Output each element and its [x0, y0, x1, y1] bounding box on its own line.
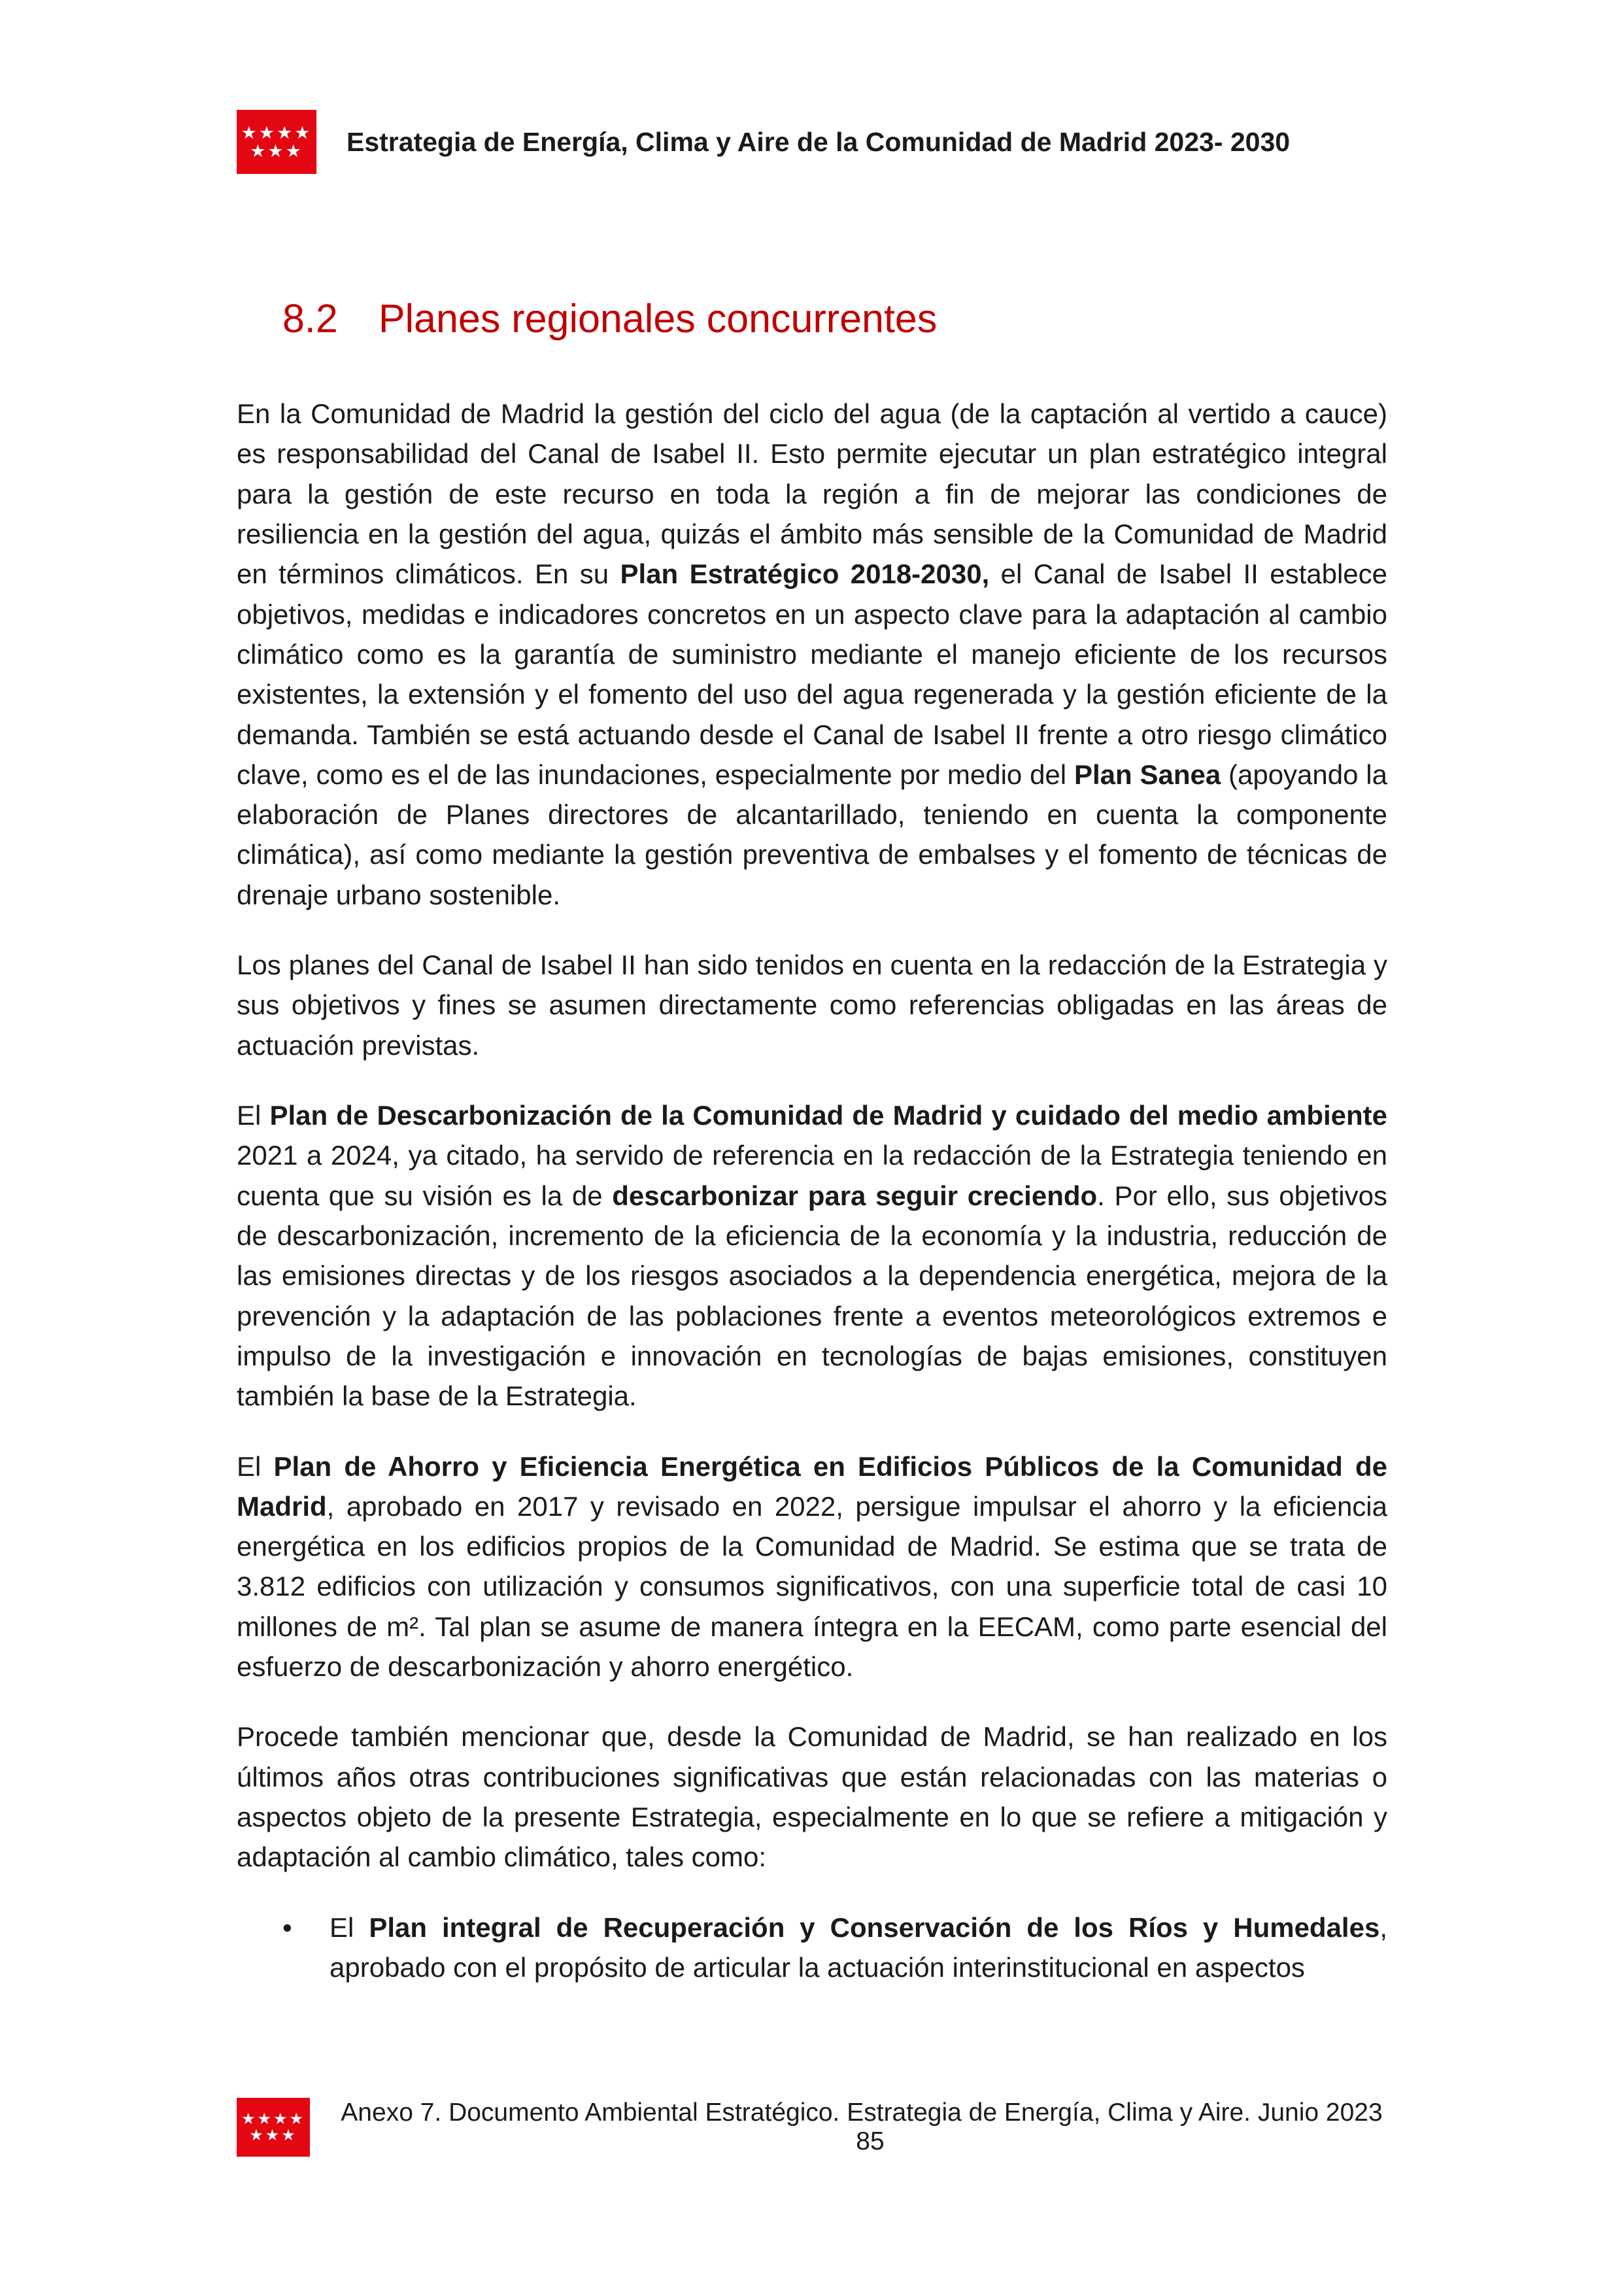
- section-heading: [237, 296, 1387, 341]
- flag-stars-bottom: ★★★: [249, 2127, 297, 2144]
- section-number: 8.2: [282, 296, 338, 341]
- footer-text: Anexo 7. Documento Ambiental Estratégico. Estrategia de Energía, Clima y Aire. Junio 2023: [341, 2098, 1383, 2127]
- header-title: Estrategia de Energía, Clima y Aire de la Comunidad de Madrid 2023- 2030: [347, 126, 1291, 157]
- document-footer: [237, 2098, 1387, 2157]
- document-header: [237, 110, 1387, 174]
- section-title: Planes regionales concurrentes: [378, 296, 938, 341]
- footer-line: [336, 2098, 1387, 2156]
- page-number: 85: [856, 2127, 885, 2155]
- paragraph-canal-isabel: En la Comunidad de Madrid la gestión del ciclo del agua (de la captación al vertido a cauce) es responsabilidad del Canal de Isabel II. Esto permite ejecutar un plan estratégico integral para la gestión de este recurso en toda la región a fin de mejorar las condiciones de resiliencia en la gestión del agua, quizás el ámbito más sensible de la Comunidad de Madrid en términos climáticos. En su Plan Estratégico 2018-2030, el Canal de Isabel II establece objetivos, medidas e indicadores concretos en un aspecto clave para la adaptación al cambio climático como es la garantía de suministro mediante el manejo eficiente de los recursos existentes, la extensión y el fomento del uso del agua regenerada y la gestión eficiente de la demanda. También se está actuando desde el Canal de Isabel II frente a otro riesgo climático clave, como es el de las inundaciones, especialmente por medio del Plan Sanea (apoyando la elaboración de Planes directores de alcantarillado, teniendo en cuenta la componente climática), así como mediante la gestión preventiva de embalses y el fomento de técnicas de drenaje urbano sostenible.: [237, 398, 1387, 910]
- flag-stars-top: ★★★★: [241, 122, 313, 143]
- bullet-marker: •: [282, 1911, 292, 1943]
- flag-stars-top: ★★★★: [241, 2110, 306, 2128]
- bullet-item-plan-rios: [237, 1908, 1387, 1988]
- document-body: [237, 394, 1387, 1987]
- flag-stars-bottom: ★★★: [250, 141, 303, 161]
- madrid-flag-icon: [237, 110, 316, 174]
- madrid-flag-icon: [237, 2098, 310, 2157]
- paragraph-plan-descarbonizacion: El Plan de Descarbonización de la Comunidad de Madrid y cuidado del medio ambiente 2021 a 2024, ya citado, ha servido de referencia en la redacción de la Estrategia teniendo en cuenta que su visión es la de descarbonizar para seguir creciendo. Por ello, sus objetivos de descarbonización, incremento de la eficiencia de la economía y la industria, reducción de las emisiones directas y de los riesgos asociados a la dependencia energética, mejora de la prevención y la adaptación de las poblaciones frente a eventos meteorológicos extremos e impulso de la investigación e innovación en tecnologías de bajas emisiones, constituyen también la base de la Estrategia.: [237, 1100, 1388, 1412]
- paragraph-plan-ahorro: El Plan de Ahorro y Eficiencia Energética en Edificios Públicos de la Comunidad de Madrid, aprobado en 2017 y revisado en 2022, persigue impulsar el ahorro y la eficiencia energética en los edificios propios de la Comunidad de Madrid. Se estima que se trata de 3.812 edificios con utilización y consumos significativos, con una superficie total de casi 10 millones de m². Tal plan se asume de manera íntegra en la EECAM, como parte esencial del esfuerzo de descarbonización y ahorro energético.: [237, 1450, 1387, 1683]
- paragraph-planes-canal: Los planes del Canal de Isabel II han sido tenidos en cuenta en la redacción de la Estrategia y sus objetivos y fines se asumen directamente como referencias obligadas en las áreas de actuación previstas.: [237, 950, 1387, 1061]
- paragraph-otras-contribuciones: Procede también mencionar que, desde la Comunidad de Madrid, se han realizado en los últimos años otras contribuciones significativas que están relacionadas con las materias o aspectos objeto de la presente Estrategia, especialmente en lo que se refiere a mitigación y adaptación al cambio climático, tales como:: [237, 1721, 1387, 1873]
- bullet-text: El Plan integral de Recuperación y Conservación de los Ríos y Humedales, aprobado con el propósito de articular la actuación interinstitucional en aspectos: [330, 1911, 1387, 1983]
